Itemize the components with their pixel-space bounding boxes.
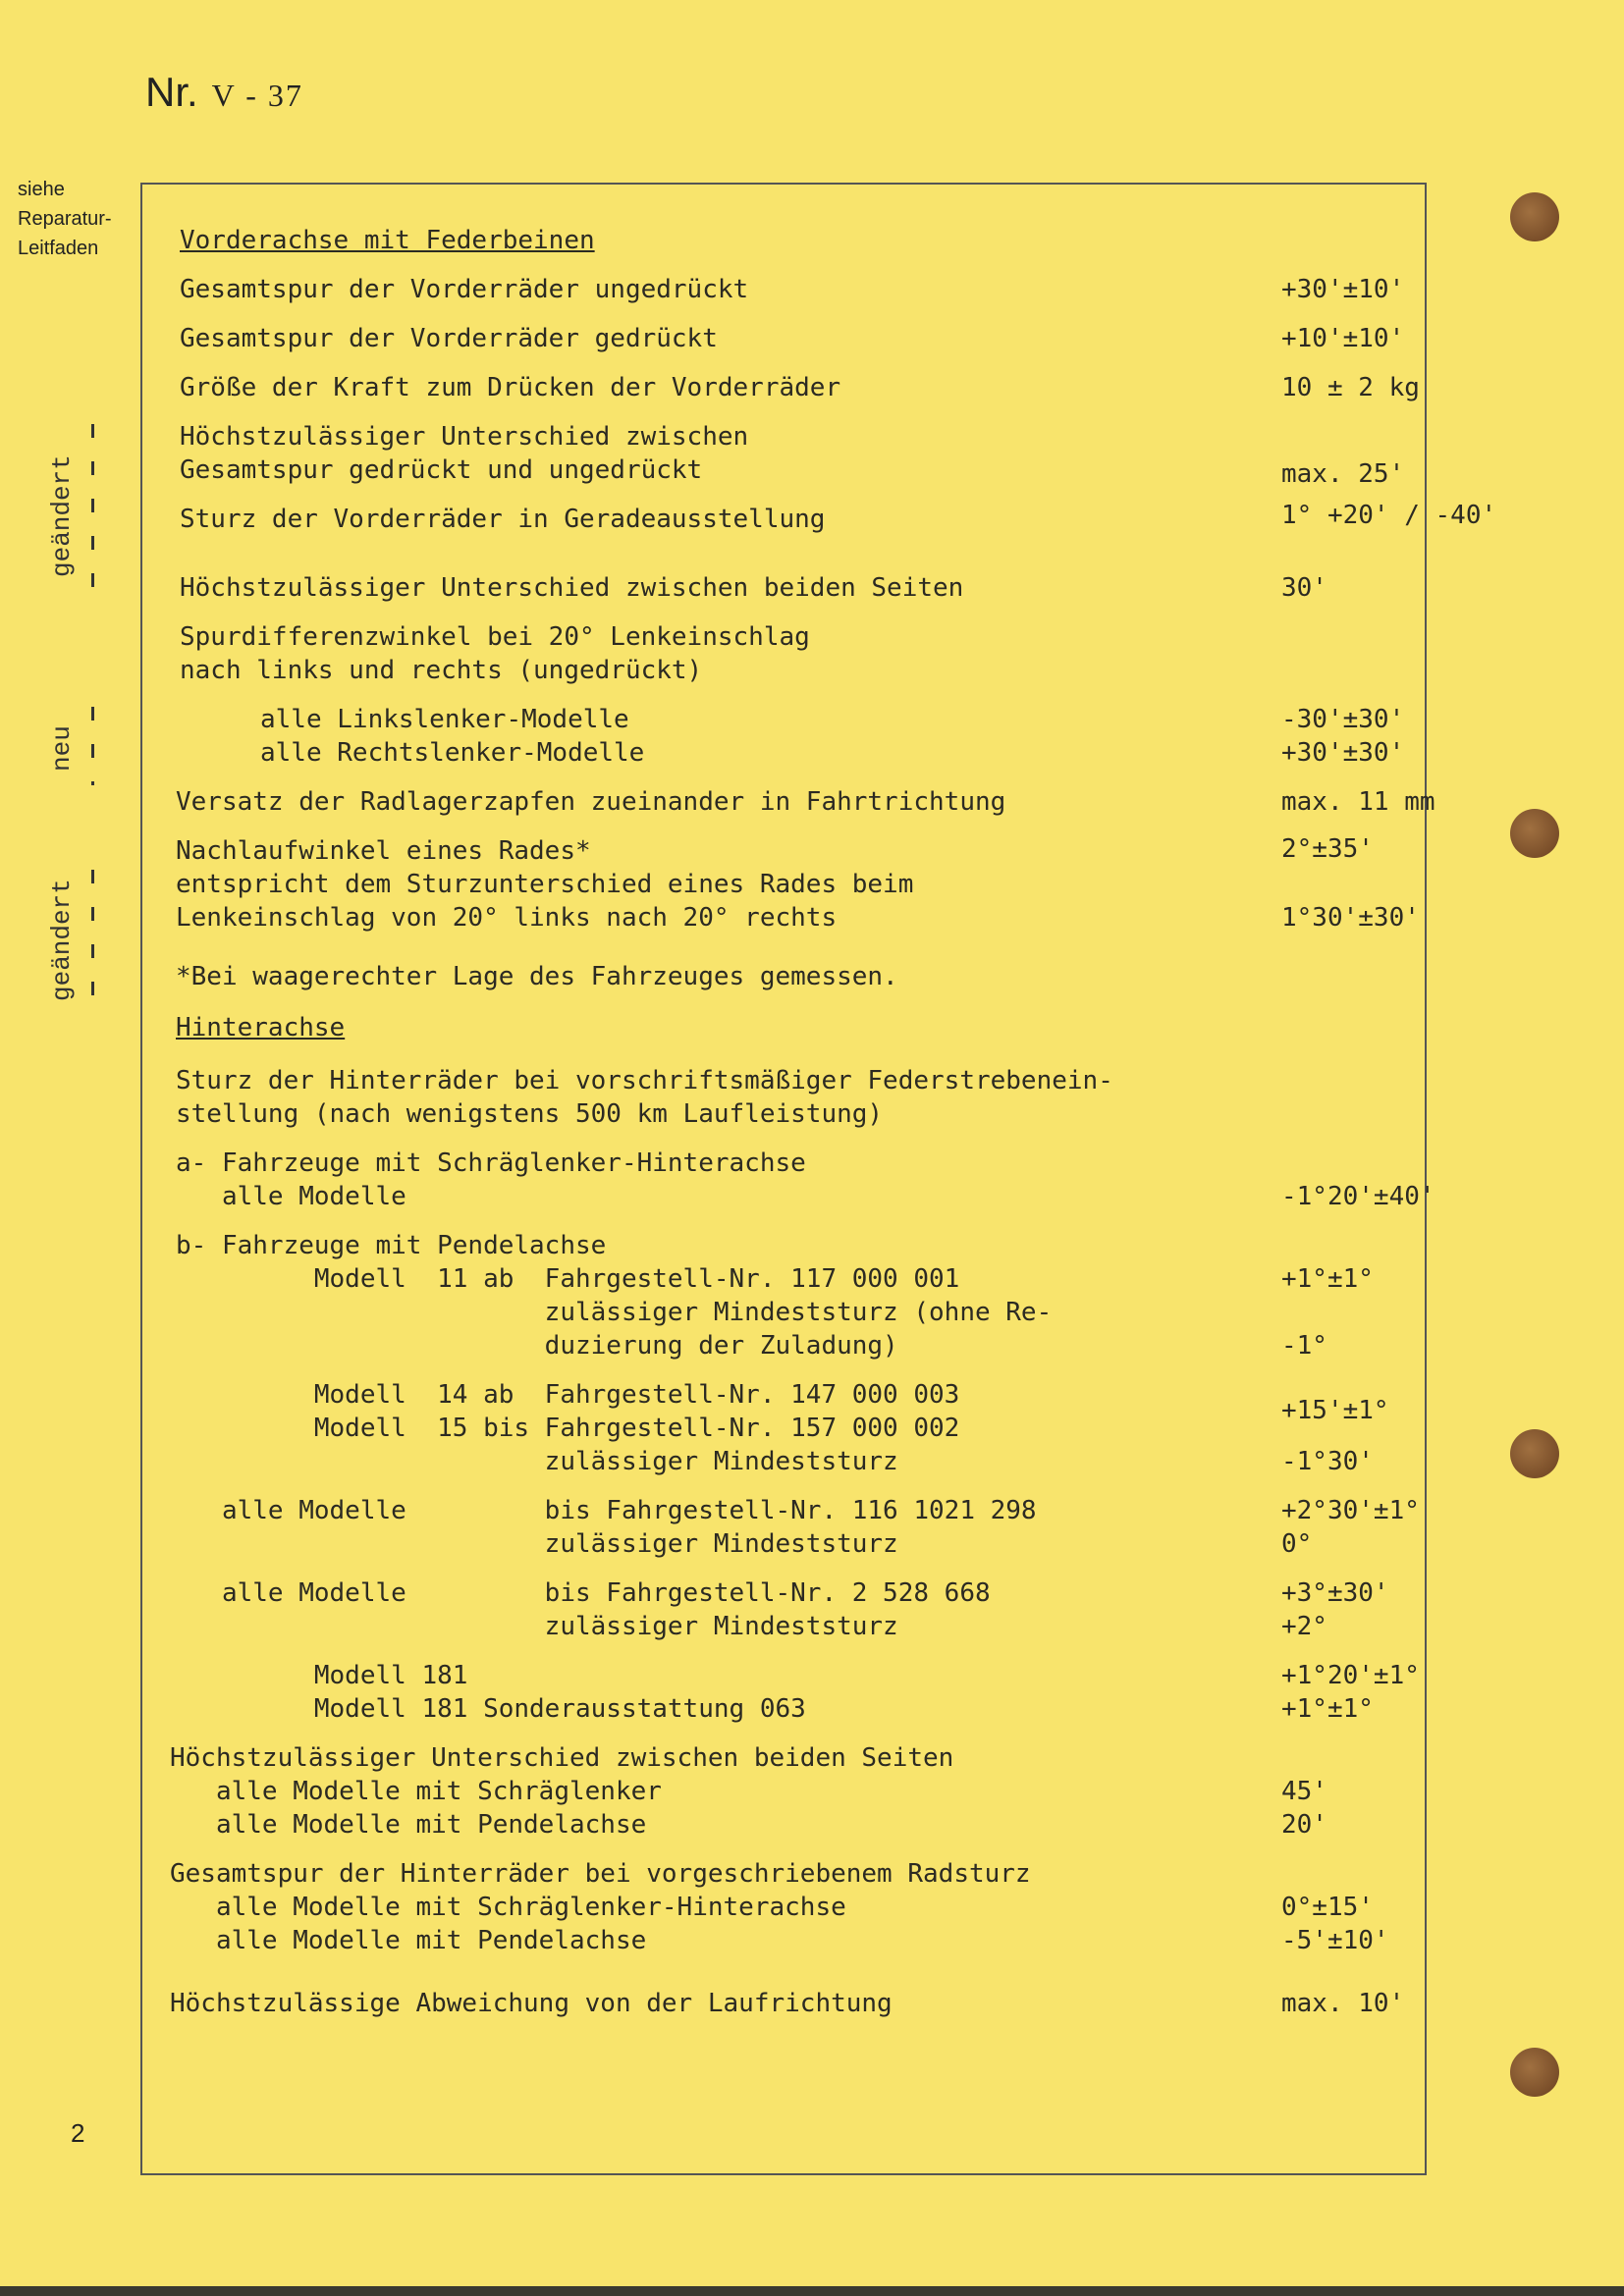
spec-value: 2°±35'	[1281, 834, 1374, 864]
spec-label: alle Rechtslenker-Modelle	[260, 738, 645, 768]
margin-ref-line: Leitfaden	[18, 238, 99, 259]
spec-value: 0°	[1281, 1529, 1313, 1559]
spec-label: entspricht dem Sturzunterschied eines Rades beim	[176, 870, 914, 899]
spec-label: zulässiger Mindeststurz	[176, 1447, 898, 1476]
document-number: V - 37	[211, 78, 303, 113]
spec-label: duzierung der Zuladung)	[176, 1331, 898, 1361]
margin-ref-line: Reparatur-	[18, 208, 112, 230]
spec-label: Versatz der Radlagerzapfen zueinander in Fahrtrichtung	[176, 787, 1006, 817]
spec-label: Gesamtspur gedrückt und ungedrückt	[180, 455, 703, 485]
spec-value: +1°±1°	[1281, 1694, 1374, 1724]
spec-label: Höchstzulässiger Unterschied zwischen beiden Seiten	[170, 1743, 954, 1773]
spec-label: zulässiger Mindeststurz (ohne Re-	[176, 1298, 1053, 1327]
margin-reference	[18, 175, 112, 263]
spec-value: +10'±10'	[1281, 324, 1405, 353]
side-note-changed: geändert	[47, 454, 77, 577]
spec-value: +1°±1°	[1281, 1264, 1374, 1294]
punch-hole	[1510, 809, 1559, 858]
spec-value: max. 10'	[1281, 1989, 1405, 2018]
spec-label: Gesamtspur der Vorderräder ungedrückt	[180, 275, 749, 304]
page-number: 2	[71, 2118, 85, 2148]
footnote: *Bei waagerechter Lage des Fahrzeuges gemessen.	[176, 962, 898, 991]
spec-label: Sturz der Vorderräder in Geradeausstellung	[180, 505, 826, 534]
spec-label: Modell 15 bis Fahrgestell-Nr. 157 000 002	[176, 1414, 960, 1443]
margin-ref-line: siehe	[18, 179, 65, 200]
spec-value: max. 25'	[1281, 459, 1405, 489]
spec-label: Nachlaufwinkel eines Rades*	[176, 836, 591, 866]
spec-value: +1°20'±1°	[1281, 1661, 1420, 1690]
spec-label: Modell 181	[176, 1661, 468, 1690]
spec-label: Spurdifferenzwinkel bei 20° Lenkeinschlag	[180, 622, 810, 652]
spec-value: -30'±30'	[1281, 705, 1405, 734]
spec-label: Höchstzulässige Abweichung von der Laufrichtung	[170, 1989, 893, 2018]
spec-value: -1°20'±40'	[1281, 1182, 1435, 1211]
change-bar	[91, 707, 94, 785]
spec-table-frame	[140, 183, 1497, 2175]
spec-label: zulässiger Mindeststurz	[176, 1612, 898, 1641]
spec-label: alle Modelle	[176, 1182, 406, 1211]
spec-value: 0°±15'	[1281, 1893, 1374, 1922]
document-header	[145, 69, 303, 116]
punch-hole	[1510, 2048, 1559, 2097]
spec-value: -5'±10'	[1281, 1926, 1389, 1955]
punch-hole	[1510, 1429, 1559, 1478]
change-bar	[91, 424, 94, 611]
spec-label: alle Modelle mit Schräglenker	[170, 1777, 662, 1806]
nr-label: Nr.	[145, 69, 198, 115]
front-axle-heading: Vorderachse mit Federbeinen	[180, 226, 595, 255]
spec-label: Gesamtspur der Hinterräder bei vorgeschriebenem Radsturz	[170, 1859, 1031, 1889]
spec-label: alle Linkslenker-Modelle	[260, 705, 629, 734]
spec-label: stellung (nach wenigstens 500 km Laufleistung)	[176, 1099, 884, 1129]
spec-label: alle Modelle mit Pendelachse	[170, 1810, 647, 1840]
spec-value: 1°30'±30'	[1281, 903, 1420, 933]
spec-value: 20'	[1281, 1810, 1327, 1840]
spec-value: 10 ± 2 kg	[1281, 373, 1420, 402]
spec-label: Höchstzulässiger Unterschied zwischen beiden Seiten	[180, 573, 964, 603]
spec-label: nach links und rechts (ungedrückt)	[180, 656, 703, 685]
spec-label: Modell 181 Sonderausstattung 063	[176, 1694, 806, 1724]
spec-value: +2°	[1281, 1612, 1327, 1641]
spec-label: Modell 14 ab Fahrgestell-Nr. 147 000 003	[176, 1380, 960, 1410]
spec-value: +15'±1°	[1281, 1396, 1389, 1425]
spec-label: zulässiger Mindeststurz	[176, 1529, 898, 1559]
spec-label: Gesamtspur der Vorderräder gedrückt	[180, 324, 718, 353]
spec-value: -1°	[1281, 1331, 1327, 1361]
spec-label: alle Modelle bis Fahrgestell-Nr. 116 1021 298	[176, 1496, 1037, 1525]
spec-value: +2°30'±1°	[1281, 1496, 1420, 1525]
spec-value: +3°±30'	[1281, 1578, 1389, 1608]
spec-label: Lenkeinschlag von 20° links nach 20° rechts	[176, 903, 838, 933]
change-bar	[91, 870, 94, 1017]
side-note-new: neu	[47, 725, 77, 772]
rear-axle-heading: Hinterachse	[176, 1013, 346, 1042]
page-bottom-edge	[0, 2286, 1624, 2296]
spec-value: max. 11 mm	[1281, 787, 1435, 817]
side-note-changed: geändert	[47, 879, 77, 1001]
spec-label: Größe der Kraft zum Drücken der Vorderräder	[180, 373, 841, 402]
spec-value: 1° +20' / -40'	[1281, 501, 1497, 530]
spec-label: alle Modelle bis Fahrgestell-Nr. 2 528 668	[176, 1578, 991, 1608]
spec-value: -1°30'	[1281, 1447, 1374, 1476]
spec-label: alle Modelle mit Pendelachse	[170, 1926, 647, 1955]
spec-value: +30'±30'	[1281, 738, 1405, 768]
spec-label: alle Modelle mit Schräglenker-Hinterachse	[170, 1893, 846, 1922]
spec-value: +30'±10'	[1281, 275, 1405, 304]
punch-hole	[1510, 192, 1559, 241]
spec-label: Sturz der Hinterräder bei vorschriftsmäßiger Federstrebenein-	[176, 1066, 1113, 1095]
spec-label: b- Fahrzeuge mit Pendelachse	[176, 1231, 607, 1260]
spec-label: Modell 11 ab Fahrgestell-Nr. 117 000 001	[176, 1264, 960, 1294]
spec-label: Höchstzulässiger Unterschied zwischen	[180, 422, 749, 452]
spec-value: 30'	[1281, 573, 1327, 603]
spec-label: a- Fahrzeuge mit Schräglenker-Hinterachse	[176, 1148, 806, 1178]
spec-value: 45'	[1281, 1777, 1327, 1806]
